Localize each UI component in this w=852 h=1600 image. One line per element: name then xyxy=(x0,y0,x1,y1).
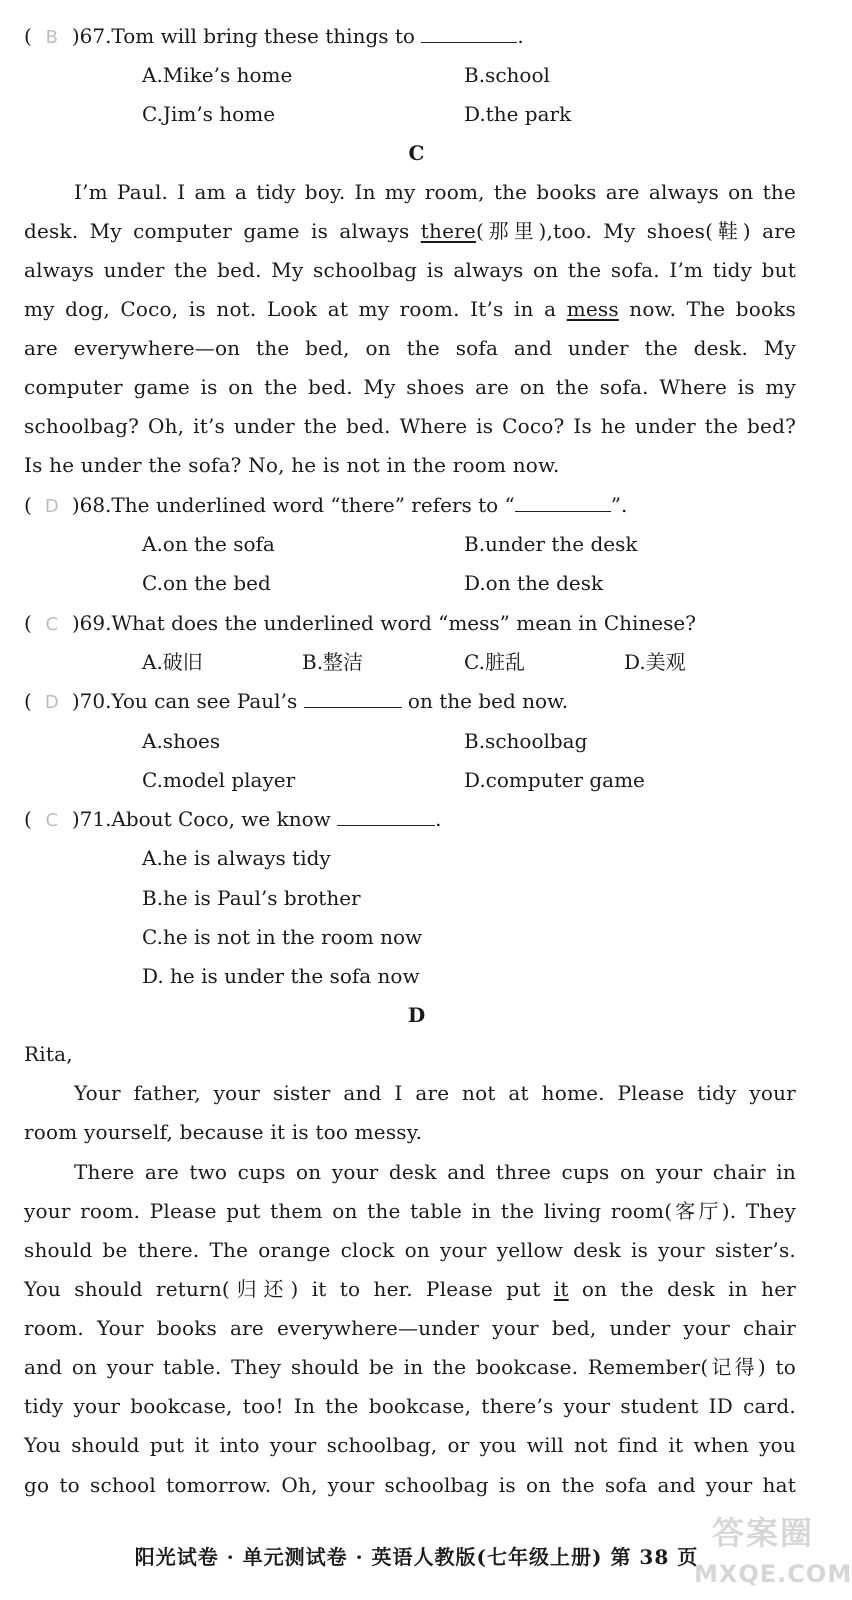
question-68 xyxy=(24,490,627,522)
option-67-c: C.Jim’s home xyxy=(142,102,276,126)
passage-c-line: I’m Paul. I am a tidy boy. In my room, the books are always on the xyxy=(74,180,796,204)
passage-c-line: desk. My computer game is always there(那里),too. My shoes(鞋) are xyxy=(24,219,796,243)
question-end: . xyxy=(517,24,524,48)
section-d-heading: D xyxy=(407,1003,426,1027)
question-69-stem: )69.What does the underlined word “mess” mean in Chinese? xyxy=(71,611,696,635)
paren-open: ( xyxy=(24,807,32,831)
page-footer: 阳光试卷 · 单元测试卷 · 英语人教版(七年级上册) 第 38 页 xyxy=(134,1545,699,1569)
option-68-d: D.on the desk xyxy=(464,571,604,595)
option-70-b: B.schoolbag xyxy=(464,729,588,753)
answer-blank xyxy=(515,493,611,512)
letter-salutation: Rita, xyxy=(24,1042,73,1066)
passage-c-line: Is he under the sofa? No, he is not in the room now. xyxy=(24,453,560,477)
answer-70: D xyxy=(44,692,59,713)
answer-blank xyxy=(304,689,402,708)
option-68-c: C.on the bed xyxy=(142,571,271,595)
passage-d-line: should be there. The orange clock on your yellow desk is your sister’s. xyxy=(24,1238,796,1262)
passage-c-line: my dog, Coco, is not. Look at my room. It’s in a mess now. The books xyxy=(24,297,796,321)
option-71-a: A.he is always tidy xyxy=(142,846,331,870)
passage-d-line: go to school tomorrow. Oh, your schoolbag is on the sofa and your hat xyxy=(24,1473,796,1497)
paren-open: ( xyxy=(24,24,32,48)
answer-67: B xyxy=(45,27,58,48)
underlined-word-it: it xyxy=(553,1277,569,1301)
question-67-stem: )67.Tom will bring these things to xyxy=(71,24,415,48)
answer-blank xyxy=(337,807,435,826)
question-end: . xyxy=(435,807,442,831)
option-68-b: B.under the desk xyxy=(464,532,638,556)
option-69-b: B.整洁 xyxy=(302,650,364,674)
option-67-d: D.the park xyxy=(464,102,572,126)
option-71-b: B.he is Paul’s brother xyxy=(142,886,361,910)
passage-d-line: tidy your bookcase, too! In the bookcase, there’s your student ID card. xyxy=(24,1394,796,1418)
section-c-heading: C xyxy=(408,141,425,165)
question-70 xyxy=(24,686,568,718)
paren-open: ( xyxy=(24,689,32,713)
passage-d-line: You should put it into your schoolbag, or you will not find it when you xyxy=(24,1433,796,1457)
option-69-d: D.美观 xyxy=(624,650,686,674)
option-67-b: B.school xyxy=(464,63,550,87)
option-70-c: C.model player xyxy=(142,768,296,792)
option-69-c: C.脏乱 xyxy=(464,650,525,674)
answer-68: D xyxy=(44,496,59,517)
question-71 xyxy=(24,804,441,836)
answer-blank xyxy=(421,24,517,43)
watermark-logo xyxy=(694,1508,852,1598)
question-67 xyxy=(24,21,524,53)
option-69-a: A.破旧 xyxy=(142,650,203,674)
question-end: ”. xyxy=(610,493,628,517)
watermark-url: MXQE.COM xyxy=(694,1560,852,1588)
passage-d-line: You should return(归还) it to her. Please put it on the desk in her xyxy=(24,1277,796,1301)
underlined-word-there: there xyxy=(420,219,476,243)
passage-d-line: Your father, your sister and I are not at home. Please tidy your xyxy=(74,1081,796,1105)
passage-d-line: and on your table. They should be in the bookcase. Remember(记得) to xyxy=(24,1355,796,1379)
option-67-a: A.Mike’s home xyxy=(142,63,293,87)
question-71-stem: )71.About Coco, we know xyxy=(71,807,331,831)
option-70-d: D.computer game xyxy=(464,768,645,792)
paren-open: ( xyxy=(24,611,32,635)
option-71-c: C.he is not in the room now xyxy=(142,925,423,949)
question-end: on the bed now. xyxy=(407,689,569,713)
passage-c-line: are everywhere—on the bed, on the sofa and under the desk. My xyxy=(24,336,796,360)
watermark-text: 答案圈 xyxy=(712,1514,815,1552)
question-70-stem: )70.You can see Paul’s xyxy=(71,689,298,713)
passage-d-line: room yourself, because it is too messy. xyxy=(24,1120,423,1144)
passage-d-line: There are two cups on your desk and three cups on your chair in xyxy=(74,1160,796,1184)
option-70-a: A.shoes xyxy=(142,729,221,753)
passage-d-line: your room. Please put them on the table in the living room(客厅). They xyxy=(24,1199,796,1223)
option-68-a: A.on the sofa xyxy=(142,532,275,556)
question-69 xyxy=(24,608,696,640)
question-68-stem: )68.The underlined word “there” refers to “ xyxy=(71,493,515,517)
answer-69: C xyxy=(45,614,59,635)
passage-c-line: computer game is on the bed. My shoes are on the sofa. Where is my xyxy=(24,375,796,399)
paren-open: ( xyxy=(24,493,32,517)
passage-c-line: always under the bed. My schoolbag is always on the sofa. I’m tidy but xyxy=(24,258,796,282)
underlined-word-mess: mess xyxy=(566,297,619,321)
answer-71: C xyxy=(45,810,59,831)
option-71-d: D. he is under the sofa now xyxy=(142,964,420,988)
passage-d-line: room. Your books are everywhere—under your bed, under your chair xyxy=(24,1316,796,1340)
passage-c-line: schoolbag? Oh, it’s under the bed. Where is Coco? Is he under the bed? xyxy=(24,414,796,438)
